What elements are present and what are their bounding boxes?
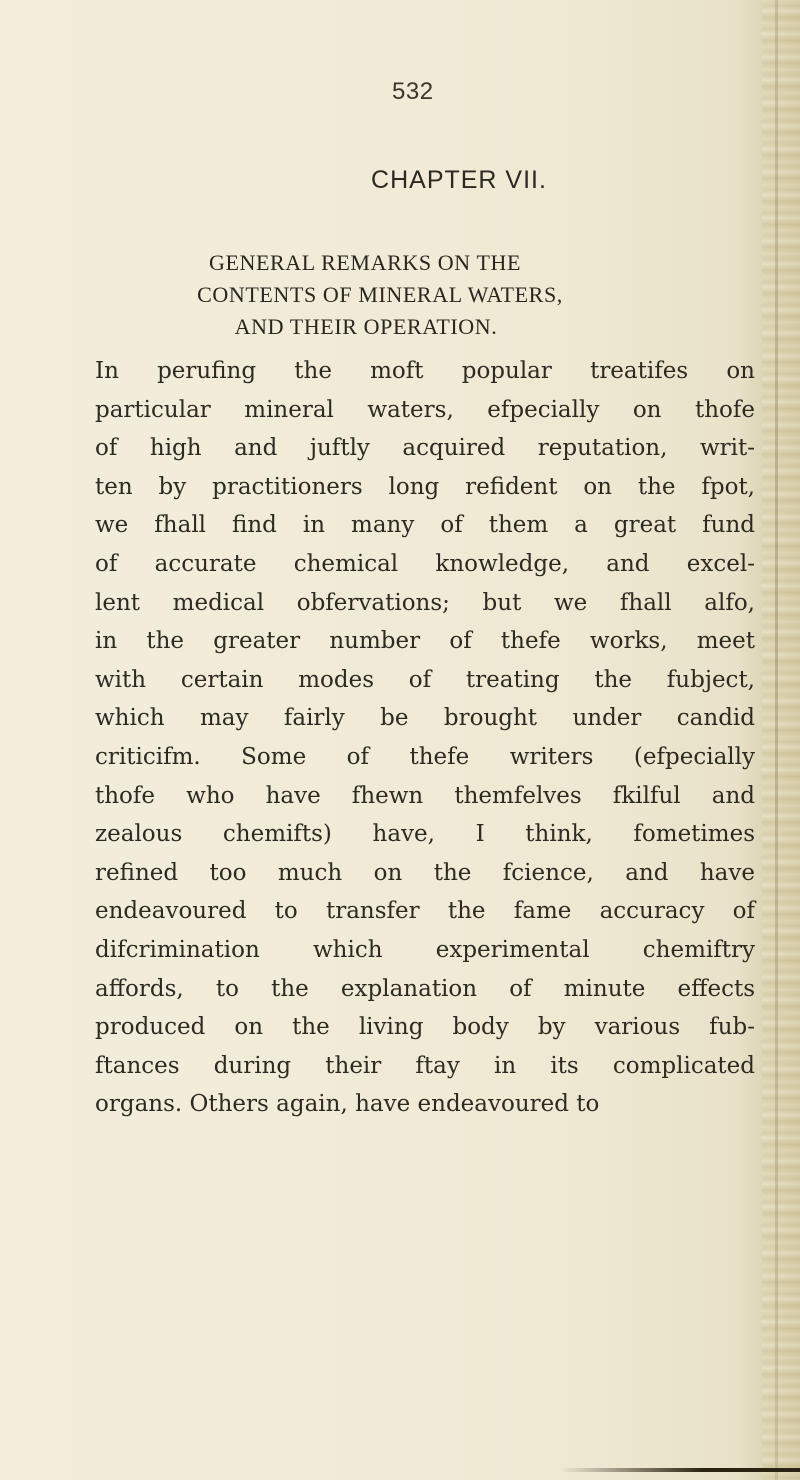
body-line: in the greater number of thefe works, meet xyxy=(95,628,755,655)
body-line: zealous chemifts) have, I think, fometimes xyxy=(95,821,755,848)
body-line: which may fairly be brought under candid xyxy=(95,705,755,732)
body-line: thofe who have fhewn themfelves fkilful and xyxy=(95,782,755,809)
body-line: ten by practitioners long refident on the fpot, xyxy=(95,473,755,500)
chapter-subtitle-line-3: AND THEIR OPERATION. xyxy=(234,314,498,339)
body-line: of high and juftly acquired reputation, writ- xyxy=(95,435,755,462)
body-paragraph xyxy=(95,352,755,1124)
page-edge xyxy=(762,0,800,1480)
body-line: ftances during their ftay in its complicated xyxy=(95,1052,755,1079)
body-line: with certain modes of treating the fubject, xyxy=(95,666,755,693)
body-line: criticifm. Some of thefe writers (efpecially xyxy=(95,743,755,770)
chapter-title: CHAPTER VII. xyxy=(371,166,547,194)
body-line: difcrimination which experimental chemiftry xyxy=(95,936,755,963)
chapter-subtitle-line-2: CONTENTS OF MINERAL WATERS, xyxy=(197,282,563,307)
body-line: lent medical obfervations; but we fhall alfo, xyxy=(95,589,755,616)
body-line: organs. Others again, have endeavoured to xyxy=(95,1091,600,1118)
page-bottom-shadow xyxy=(560,1468,800,1472)
body-line: we fhall find in many of them a great fund xyxy=(95,512,755,539)
page-number: 532 xyxy=(392,78,434,105)
page-fold-line xyxy=(775,0,778,1480)
body-line: endeavoured to transfer the fame accuracy of xyxy=(95,898,755,925)
body-line: In perufing the moft popular treatifes on xyxy=(95,358,755,384)
body-line: particular mineral waters, efpecially on thofe xyxy=(95,396,755,423)
body-line: of accurate chemical knowledge, and excel- xyxy=(95,550,755,577)
body-line: affords, to the explanation of minute effects xyxy=(95,975,755,1002)
chapter-subtitle-line-1: GENERAL REMARKS ON THE xyxy=(208,250,522,275)
body-line: produced on the living body by various fub- xyxy=(95,1014,755,1041)
chapter-heading xyxy=(0,166,800,195)
body-line: refined too much on the fcience, and have xyxy=(95,859,755,886)
